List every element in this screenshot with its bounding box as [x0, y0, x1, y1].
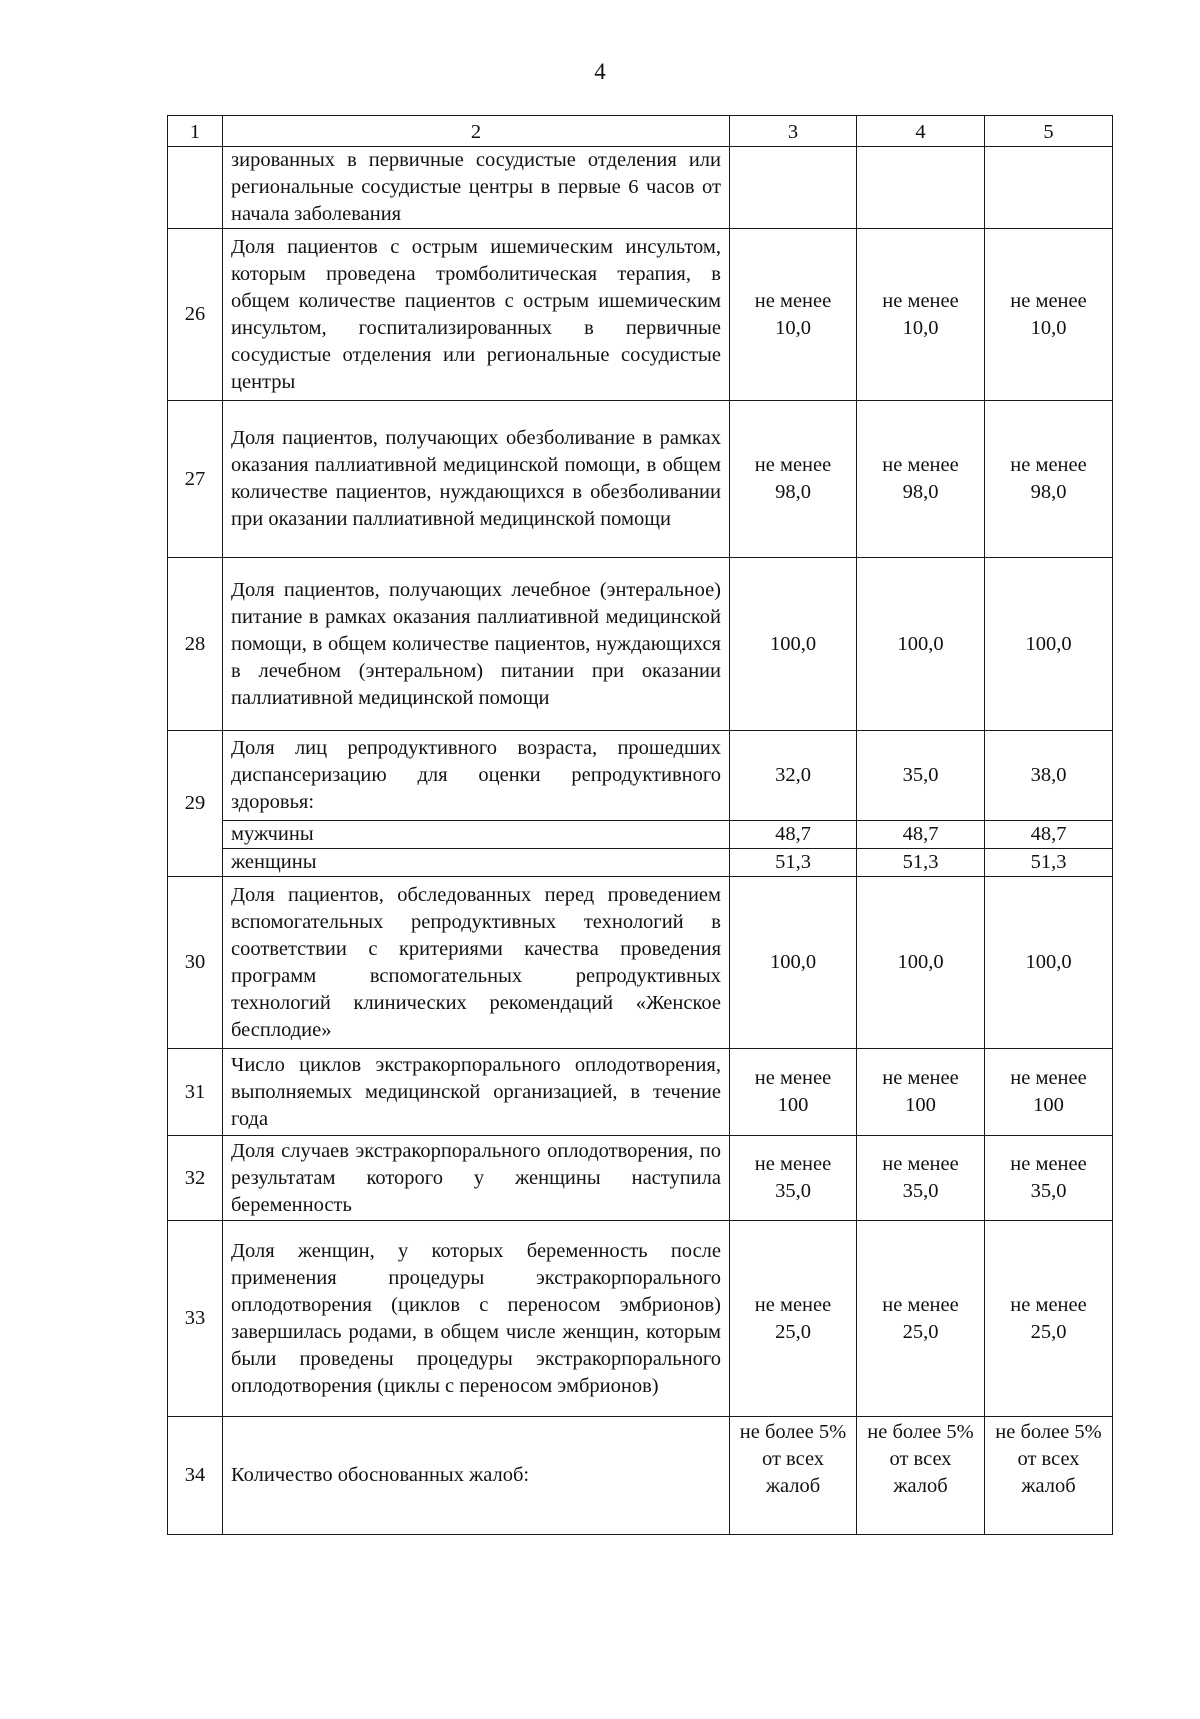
value-col-3: 100,0 — [730, 877, 857, 1049]
table-row — [168, 147, 1113, 229]
column-header-2: 2 — [223, 116, 730, 147]
row-description: Доля пациентов, получающих лечебное (энтеральное) питание в рамках оказания паллиативной медицинской помощи, в общем количестве пациентов, нуждающихся в лечебном (энтеральном) питании при оказании паллиативной медицинской помощи — [223, 558, 730, 731]
row-number: 34 — [168, 1417, 223, 1535]
row-number: 32 — [168, 1136, 223, 1221]
row-number: 30 — [168, 877, 223, 1049]
row-description: Доля женщин, у которых беременность после применения процедуры экстракорпорального оплодотворения (циклов с переносом эмбрионов) завершилась родами, в общем числе женщин, которым были проведены процедуры экстракорпорального оплодотворения (циклы с переносом эмбрионов) — [223, 1221, 730, 1417]
value-col-4: не менее 25,0 — [857, 1221, 985, 1417]
value-col-4: 48,7 — [857, 821, 985, 849]
value-col-4: не менее 35,0 — [857, 1136, 985, 1221]
table-row — [168, 849, 1113, 877]
value-col-4 — [857, 147, 985, 229]
row-description: женщины — [223, 849, 730, 877]
value-col-3: не более 5% от всех жалоб — [730, 1417, 857, 1535]
value-col-4: не менее 10,0 — [857, 229, 985, 401]
row-number — [168, 147, 223, 229]
value-col-3: не менее 35,0 — [730, 1136, 857, 1221]
row-number: 29 — [168, 731, 223, 877]
row-description: Доля лиц репродуктивного возраста, прошедших диспансеризацию для оценки репродуктивного здоровья: — [223, 731, 730, 821]
page-number: 4 — [594, 59, 606, 84]
row-description: Доля пациентов с острым ишемическим инсультом, которым проведена тромболитическая терапия, в общем количестве пациентов с острым ишемическим инсультом, госпитализированных в первичные сосудистые отделения или региональные сосудистые центры — [223, 229, 730, 401]
table-row — [168, 229, 1113, 401]
value-col-5: 38,0 — [985, 731, 1113, 821]
value-col-5: не менее 25,0 — [985, 1221, 1113, 1417]
row-description: Доля случаев экстракорпорального оплодотворения, по результатам которого у женщины наступила беременность — [223, 1136, 730, 1221]
value-col-3: не менее 25,0 — [730, 1221, 857, 1417]
value-col-5: 48,7 — [985, 821, 1113, 849]
value-col-5: не менее 100 — [985, 1049, 1113, 1136]
value-col-3: не менее 10,0 — [730, 229, 857, 401]
row-description: мужчины — [223, 821, 730, 849]
value-col-5 — [985, 147, 1113, 229]
value-col-5: не менее 98,0 — [985, 401, 1113, 558]
value-col-3: 100,0 — [730, 558, 857, 731]
column-header-1: 1 — [168, 116, 223, 147]
value-col-3: не менее 100 — [730, 1049, 857, 1136]
row-description: Число циклов экстракорпорального оплодотворения, выполняемых медицинской организацией, в течение года — [223, 1049, 730, 1136]
value-col-4: не менее 100 — [857, 1049, 985, 1136]
row-number: 33 — [168, 1221, 223, 1417]
value-col-5: 100,0 — [985, 877, 1113, 1049]
value-col-4: 100,0 — [857, 877, 985, 1049]
value-col-5: не менее 35,0 — [985, 1136, 1113, 1221]
table-row — [168, 877, 1113, 1049]
column-header-5: 5 — [985, 116, 1113, 147]
row-number: 27 — [168, 401, 223, 558]
table-header-row — [168, 116, 1113, 147]
value-col-4: не менее 98,0 — [857, 401, 985, 558]
table-row — [168, 731, 1113, 821]
value-col-3: 51,3 — [730, 849, 857, 877]
value-col-3: 48,7 — [730, 821, 857, 849]
indicators-table — [167, 115, 1113, 1535]
table-row — [168, 401, 1113, 558]
value-col-4: 100,0 — [857, 558, 985, 731]
table-row — [168, 1049, 1113, 1136]
table-row — [168, 1417, 1113, 1535]
value-col-4: 35,0 — [857, 731, 985, 821]
value-col-5: не менее 10,0 — [985, 229, 1113, 401]
table-row — [168, 1136, 1113, 1221]
value-col-3: не менее 98,0 — [730, 401, 857, 558]
value-col-5: 100,0 — [985, 558, 1113, 731]
value-col-4: не более 5% от всех жалоб — [857, 1417, 985, 1535]
row-description: Доля пациентов, получающих обезболивание в рамках оказания паллиативной медицинской помощи, в общем количестве пациентов, нуждающихся в обезболивании при оказании паллиативной медицинской помощи — [223, 401, 730, 558]
column-header-4: 4 — [857, 116, 985, 147]
row-description: зированных в первичные сосудистые отделения или региональные сосудистые центры в первые 6 часов от начала заболевания — [223, 147, 730, 229]
column-header-3: 3 — [730, 116, 857, 147]
table-row — [168, 1221, 1113, 1417]
table-row — [168, 821, 1113, 849]
table-row — [168, 558, 1113, 731]
row-description: Доля пациентов, обследованных перед проведением вспомогательных репродуктивных технологий в соответствии с критериями качества проведения программ вспомогательных репродуктивных технологий клинических рекомендаций «Женское бесплодие» — [223, 877, 730, 1049]
value-col-4: 51,3 — [857, 849, 985, 877]
row-number: 31 — [168, 1049, 223, 1136]
value-col-5: 51,3 — [985, 849, 1113, 877]
row-number: 26 — [168, 229, 223, 401]
row-number: 28 — [168, 558, 223, 731]
value-col-3 — [730, 147, 857, 229]
value-col-3: 32,0 — [730, 731, 857, 821]
row-description: Количество обоснованных жалоб: — [223, 1417, 730, 1535]
value-col-5: не более 5% от всех жалоб — [985, 1417, 1113, 1535]
